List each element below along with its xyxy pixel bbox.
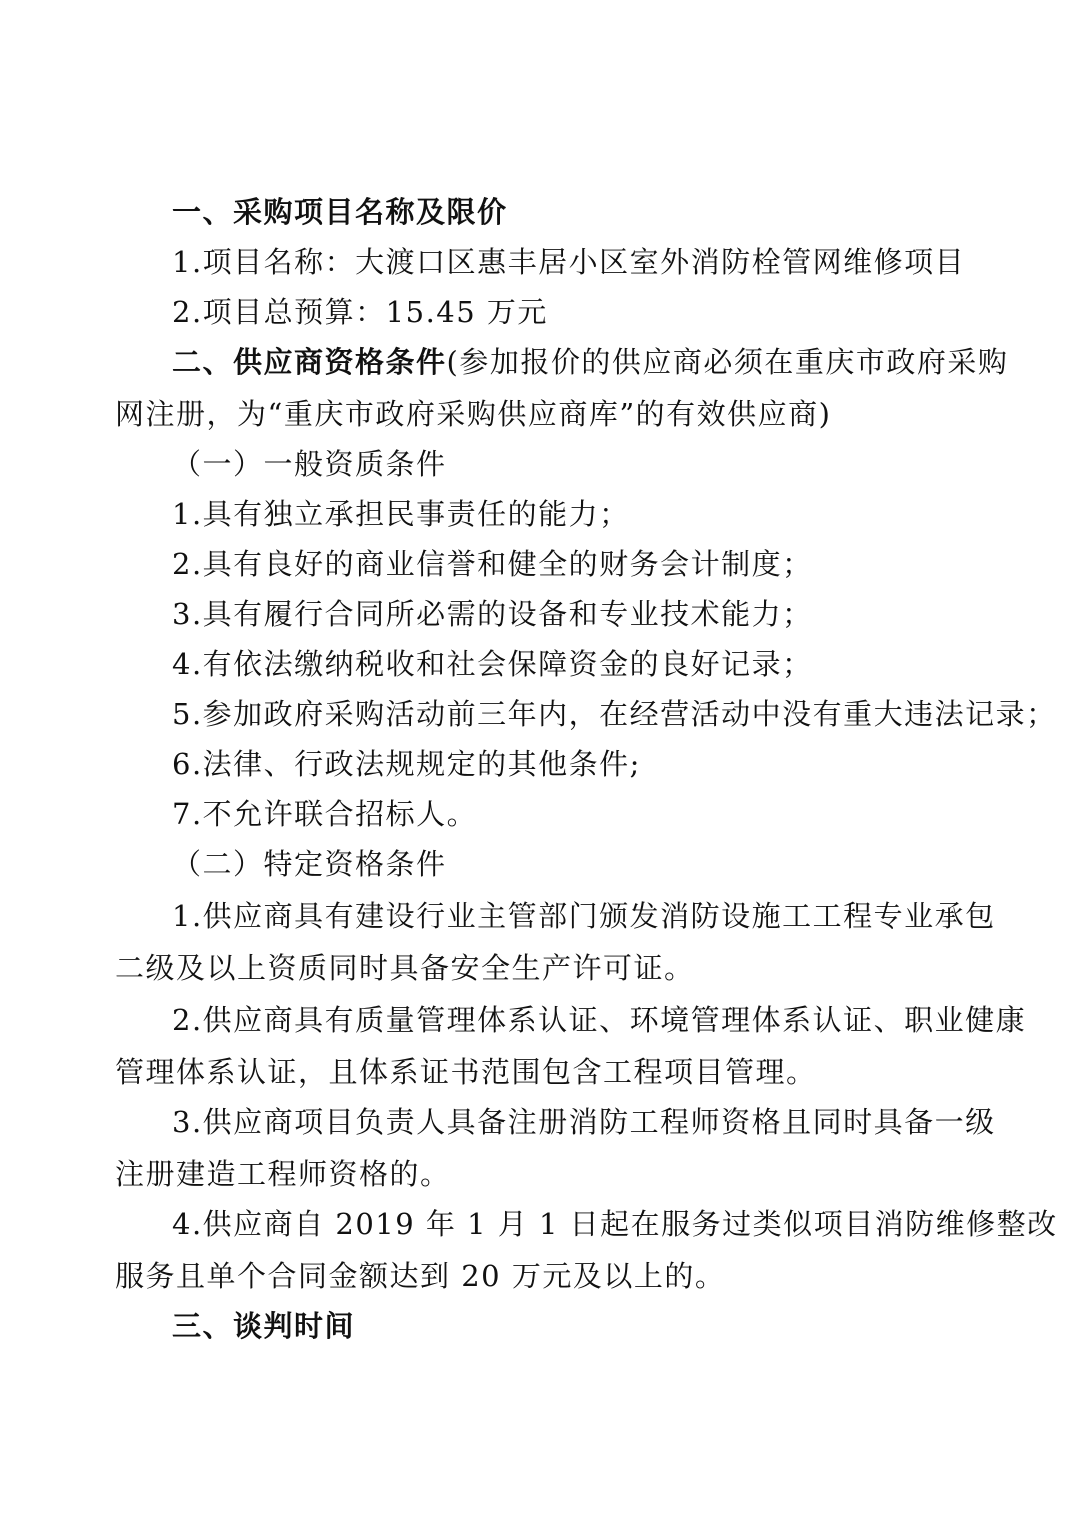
project-name: 1.项目名称：大渡口区惠丰居小区室外消防栓管网维修项目 [172, 245, 966, 279]
specific-item-4-cont: 服务且单个合同金额达到 20 万元及以上的。 [115, 1259, 726, 1293]
section3-heading: 三、谈判时间 [172, 1309, 356, 1343]
specific-item-2-cont: 管理体系认证，且体系证书范围包含工程项目管理。 [115, 1055, 817, 1089]
list-item: 4.有依法缴纳税收和社会保障资金的良好记录； [172, 647, 813, 681]
project-budget: 2.项目总预算：15.45 万元 [172, 295, 548, 329]
list-item: 5.参加政府采购活动前三年内，在经营活动中没有重大违法记录； [172, 697, 1057, 731]
specific-item-1: 1.供应商具有建设行业主管部门颁发消防设施工工程专业承包 [172, 899, 996, 933]
list-item: 2.具有良好的商业信誉和健全的财务会计制度； [172, 547, 813, 581]
specific-qualification-heading: （二）特定资格条件 [172, 847, 447, 881]
specific-item-4: 4.供应商自 2019 年 1 月 1 日起在服务过类似项目消防维修整改 [172, 1207, 1058, 1241]
section2-heading [172, 344, 1008, 380]
specific-item-3-cont: 注册建造工程师资格的。 [115, 1157, 451, 1191]
section2-heading-note-cont: 网注册，为“重庆市政府采购供应商库”的有效供应商) [115, 397, 832, 431]
general-qualification-heading: （一）一般资质条件 [172, 447, 447, 481]
section2-heading-note: (参加报价的供应商必须在重庆市政府采购 [446, 345, 1009, 379]
section2-heading-title: 二、供应商资格条件 [172, 345, 447, 379]
list-item: 7.不允许联合招标人。 [172, 797, 478, 831]
specific-item-1-cont: 二级及以上资质同时具备安全生产许可证。 [115, 951, 695, 985]
specific-item-3: 3.供应商项目负责人具备注册消防工程师资格且同时具备一级 [172, 1105, 996, 1139]
specific-item-2: 2.供应商具有质量管理体系认证、环境管理体系认证、职业健康 [172, 1003, 1027, 1037]
list-item: 1.具有独立承担民事责任的能力； [172, 497, 630, 531]
list-item: 3.具有履行合同所必需的设备和专业技术能力； [172, 597, 813, 631]
section1-heading: 一、采购项目名称及限价 [172, 195, 508, 229]
list-item: 6.法律、行政法规规定的其他条件; [172, 747, 641, 781]
